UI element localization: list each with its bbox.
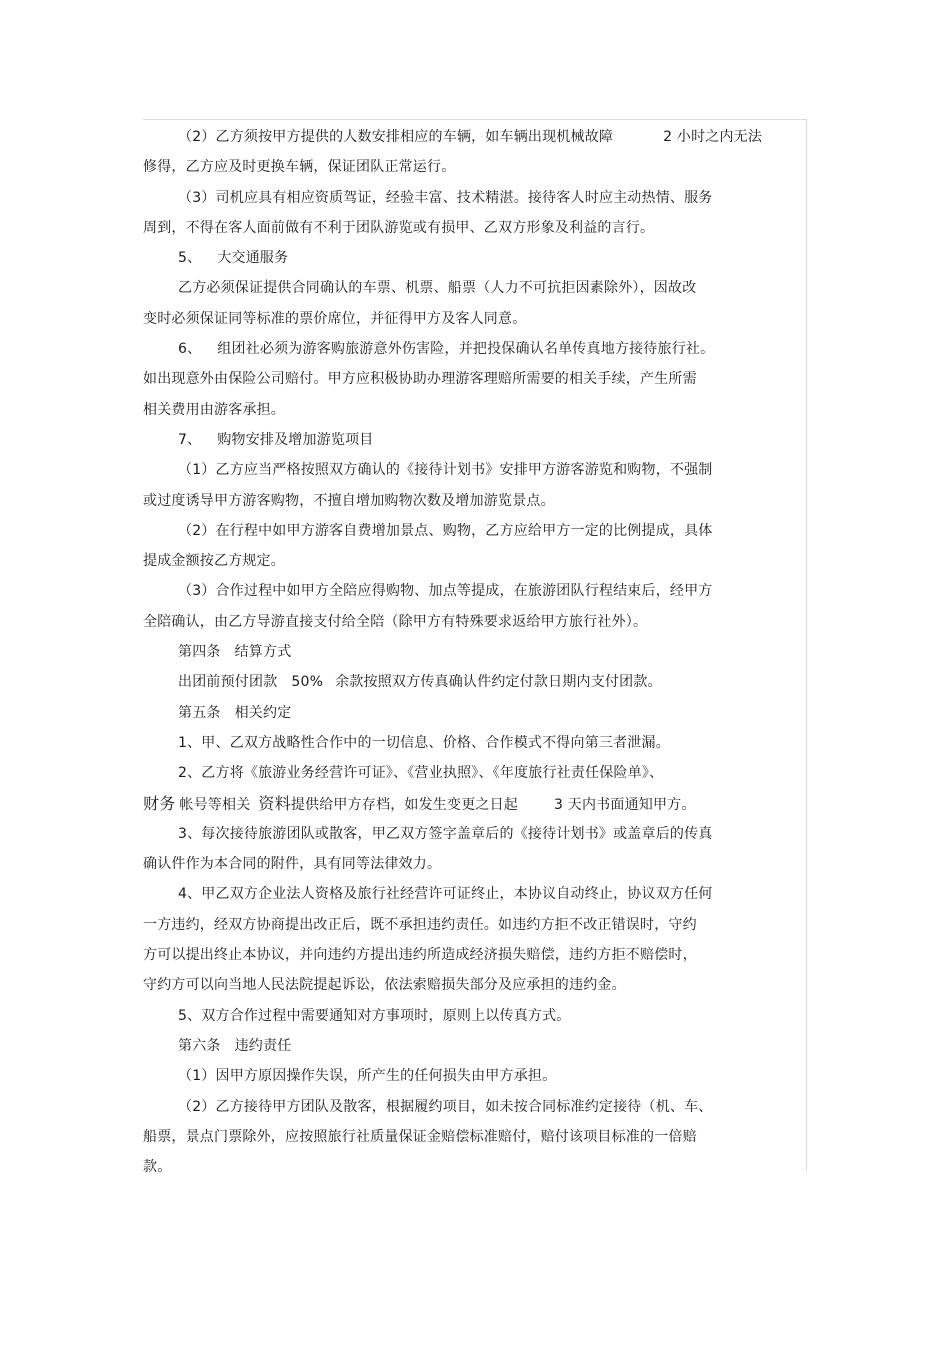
paragraph-line: 乙方必须保证提供合同确认的车票、机票、船票（人力不可抗拒因素除外），因故改 [178, 280, 697, 297]
paragraph-line: 4、甲乙双方企业法人资格及旅行社经营许可证终止，本协议自动终止，协议双方任何 [178, 886, 713, 903]
paragraph-line: 船票，景点门票除外，应按照旅行社质量保证金赔偿标准赔付，赔付该项目标准的一倍赔 [143, 1128, 697, 1145]
paragraph-line: 一方违约，经双方协商提出改正后，既不承担违约责任。如违约方拒不改正错误时，守约 [143, 916, 697, 933]
paragraph-line: 守约方可以向当地人民法院提起诉讼，依法索赔损失部分及应承担的违约金。 [143, 977, 626, 994]
document-body [143, 122, 803, 1182]
paragraph-line: 财务 帐号等相关 资料提供给甲方存档，如发生变更之日起 3 天内书面通知甲方。 [143, 793, 696, 813]
paragraph-line: 款。 [143, 1159, 172, 1176]
paragraph-line: 周到，不得在客人面前做有不利于团队游览或有损甲、乙双方形象及利益的言行。 [143, 219, 655, 236]
paragraph-line: 提成金额按乙方规定。 [143, 553, 285, 570]
article-heading: 第五条 相关约定 [178, 704, 292, 721]
paragraph-line: 6、 组团社必须为游客购旅游意外伤害险，并把投保确认名单传真地方接待旅行社。 [178, 341, 715, 358]
paragraph-line: （1）乙方应当严格按照双方确认的《接待计划书》安排甲方游客游览和购物，不强制 [178, 462, 713, 479]
paragraph-line: 全陪确认，由乙方导游直接支付给全陪（除甲方有特殊要求返给甲方旅行社外）。 [143, 613, 648, 630]
paragraph-line: （3）合作过程中如甲方全陪应得购物、加点等提成，在旅游团队行程结束后，经甲方 [178, 583, 713, 600]
article-heading: 第六条 违约责任 [178, 1037, 292, 1054]
paragraph-line: 1、甲、乙双方战略性合作中的一切信息、价格、合作模式不得向第三者泄漏。 [178, 734, 670, 751]
paragraph-line: 相关费用由游客承担。 [143, 401, 285, 418]
paragraph-line: 5、双方合作过程中需要通知对方事项时，原则上以传真方式。 [178, 1007, 571, 1024]
paragraph-line: 3、每次接待旅游团队或散客，甲乙双方签字盖章后的《接待计划书》或盖章后的传真 [178, 825, 713, 842]
paragraph-line: 2、乙方将《旅游业务经营许可证》、《营业执照》、《年度旅行社责任保险单》、 [178, 765, 664, 782]
paragraph-line: 如出现意外由保险公司赔付。甲方应积极协助办理游客理赔所需要的相关手续，产生所需 [143, 371, 697, 388]
article-heading: 第四条 结算方式 [178, 644, 292, 661]
paragraph-line: （2）乙方接待甲方团队及散客，根据履约项目，如未按合同标准约定接待（机、车、 [178, 1098, 713, 1115]
paragraph-line: 修得，乙方应及时更换车辆，保证团队正常运行。 [143, 159, 456, 176]
paragraph-line: 或过度诱导甲方游客购物，不擅自增加购物次数及增加游览景点。 [143, 492, 555, 509]
section-heading: 7、 购物安排及增加游览项目 [178, 431, 374, 448]
paragraph-line: 出团前预付团款 50% 余款按照双方传真确认件约定付款日期内支付团款。 [178, 674, 662, 691]
paragraph-line: （2）乙方须按甲方提供的人数安排相应的车辆，如车辆出现机械故障 2 小时之内无法 [178, 129, 763, 145]
paragraph-line: 变时必须保证同等标准的票价席位，并征得甲方及客人同意。 [143, 310, 527, 327]
paragraph-line: 方可以提出终止本协议，并向违约方提出违约所造成经济损失赔偿，违约方拒不赔偿时， [143, 947, 697, 964]
paragraph-line: （1）因甲方原因操作失误，所产生的任何损失由甲方承担。 [178, 1068, 557, 1085]
paragraph-line: 确认件作为本合同的附件，具有同等法律效力。 [143, 856, 442, 873]
paragraph-line: （2）在行程中如甲方游客自费增加景点、购物，乙方应给甲方一定的比例提成，具体 [178, 522, 713, 539]
section-heading: 5、 大交通服务 [178, 250, 289, 267]
paragraph-line: （3）司机应具有相应资质驾证，经验丰富、技术精湛。接待客人时应主动热情、服务 [178, 189, 713, 206]
